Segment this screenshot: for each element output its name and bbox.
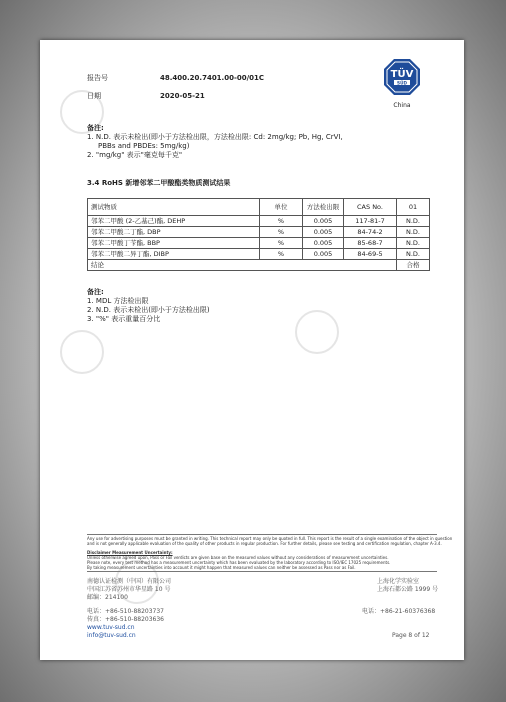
- watermark-seal-icon: [295, 310, 339, 354]
- table-header-cell: 测试物质: [88, 199, 260, 216]
- table-cell: N.D.: [397, 216, 430, 227]
- address-left: 中国江苏省苏州市华星路 10 号: [87, 586, 171, 593]
- report-no-label: 报告号: [87, 74, 108, 82]
- footer-fine-print: and is not generally applicable evaluation of the quality of other products in regular production. For further details, please see testing and certification regulation, chapter A-3.4.: [87, 541, 442, 546]
- phone-right: 电话：+86-21-60376368: [362, 608, 436, 615]
- notes1-line: PBBs and PBDEs: 5mg/kg): [98, 142, 190, 150]
- report-page: [40, 40, 464, 660]
- table-header-cell: 单位: [260, 199, 303, 216]
- address-left: 南德认证检测（中国）有限公司: [87, 578, 172, 585]
- logo-sub: SÜD: [397, 80, 407, 86]
- page-number: Page 8 of 12: [392, 632, 430, 639]
- table-row: [88, 216, 430, 227]
- results-table: [87, 198, 430, 271]
- table-cell: N.D.: [397, 227, 430, 238]
- date-label: 日期: [87, 92, 101, 100]
- disclaimer-line: By taking measurement uncertainties into account it might happen that measured values can neither be assessed as Pass nor as Fail.: [87, 565, 356, 570]
- table-cell: 邻苯二甲酸丁苄酯, BBP: [88, 238, 260, 249]
- tuv-octagon-icon: [383, 58, 421, 96]
- table-cell: 邻苯二甲酸二异丁酯, DIBP: [88, 249, 260, 260]
- logo-country: China: [393, 102, 411, 109]
- table-row: [88, 238, 430, 249]
- table-row: [88, 249, 430, 260]
- table-conclusion-row: [88, 260, 430, 271]
- website-link[interactable]: www.tuv-sud.cn: [87, 624, 135, 631]
- conclusion-label: 结论: [88, 260, 397, 271]
- tuv-logo: [383, 58, 421, 110]
- footer-divider: [87, 534, 437, 535]
- table-cell: 0.005: [303, 238, 344, 249]
- table-header-cell: 方法检出限: [303, 199, 344, 216]
- fax-left: 传真：+86-510-88203636: [87, 616, 164, 623]
- address-right: 上海石都公路 1999 号: [377, 586, 439, 593]
- table-cell: 邻苯二甲酸 (2-乙基己)酯, DEHP: [88, 216, 260, 227]
- conclusion-value: 合格: [397, 260, 430, 271]
- section-title: 3.4 RoHS 新增邻苯二甲酸酯类物质测试结果: [87, 179, 231, 187]
- table-cell: 邻苯二甲酸二丁酯, DBP: [88, 227, 260, 238]
- notes1-line: 2. "mg/kg" 表示"毫克每千克": [87, 151, 183, 159]
- table-cell: 84-74-2: [344, 227, 397, 238]
- watermark-seal-icon: [60, 330, 104, 374]
- address-right: 上海化学实验室: [377, 578, 420, 585]
- report-date: 2020-05-21: [160, 92, 205, 100]
- table-cell: %: [260, 238, 303, 249]
- logo-brand: TÜV: [390, 69, 414, 80]
- table-cell: 0.005: [303, 227, 344, 238]
- table-cell: N.D.: [397, 249, 430, 260]
- disclaimer-title: Disclaimer Measurement Uncertainty:: [87, 550, 173, 555]
- footer-fine-print: Any use for advertising purposes must be granted in writing. This technical report may only be quoted in full. This report is the result of a single examination of the object in question: [87, 536, 453, 541]
- table-header-cell: CAS No.: [344, 199, 397, 216]
- notes1-line: 1. N.D. 表示未检出(即小于方法检出限，方法检出限: Cd: 2mg/kg; Pb, Hg, CrVI,: [87, 133, 343, 141]
- table-cell: 0.005: [303, 249, 344, 260]
- report-no: 48.400.20.7401.00-00/01C: [160, 74, 265, 82]
- table-header-row: [88, 199, 430, 216]
- notes2-title: 备注:: [87, 288, 104, 296]
- table-cell: N.D.: [397, 238, 430, 249]
- table-header-cell: 01: [397, 199, 430, 216]
- table-row: [88, 227, 430, 238]
- email-link[interactable]: info@tuv-sud.cn: [87, 632, 136, 639]
- address-left: 邮编：214100: [87, 594, 128, 601]
- table-cell: %: [260, 216, 303, 227]
- table-cell: 0.005: [303, 216, 344, 227]
- notes2-line: 3. "%" 表示重量百分比: [87, 315, 161, 323]
- table-cell: 117-81-7: [344, 216, 397, 227]
- table-cell: %: [260, 249, 303, 260]
- footer-divider: [87, 571, 437, 572]
- table-cell: 84-69-5: [344, 249, 397, 260]
- disclaimer-line: Please note, every test method has a measurement uncertainty which has been evaluated by the laboratory according to ISO/IEC 17025 requirements.: [87, 560, 391, 565]
- table-cell: %: [260, 227, 303, 238]
- notes2-line: 2. N.D. 表示未检出(即小于方法检出限): [87, 306, 210, 314]
- table-cell: 85-68-7: [344, 238, 397, 249]
- notes2-line: 1. MDL 方法检出限: [87, 297, 149, 305]
- disclaimer-line: Unless otherwise agreed upon, Pass or Fail verdicts are given base on the measured values without any considerations of measurement uncertainties.: [87, 555, 389, 560]
- phone-left: 电话：+86-510-88203737: [87, 608, 164, 615]
- notes1-title: 备注:: [87, 124, 104, 132]
